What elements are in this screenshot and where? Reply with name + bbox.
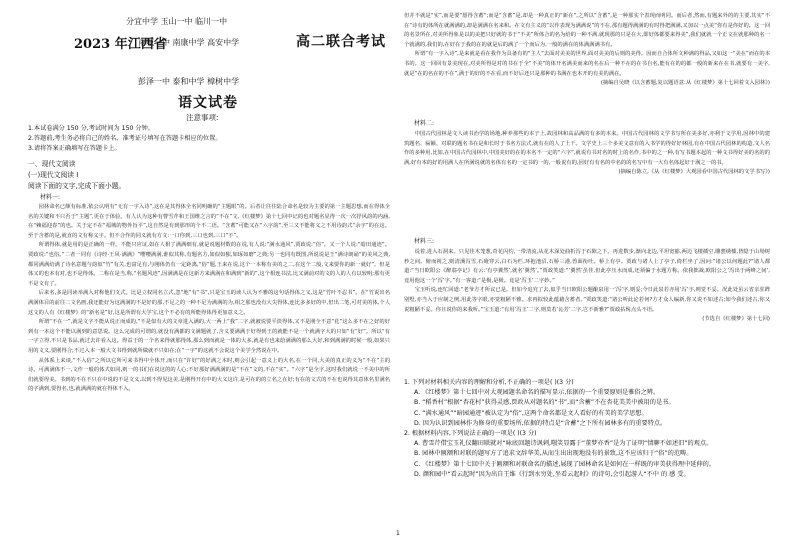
source-citation: (摘编自吴晓《以含蓄题,复以题语意:从《红楼梦》第十七回着文入园林》) (600, 80, 770, 87)
question-block (404, 378, 770, 480)
paragraph: 园林命名已颇有标准,依公认明有“无有一字入诗”,这在是其得体全名同明确的“主题眼”的。后者让往往陆合命名是较为主要的第一主题思想,而在得体全名的关键和不只否于“主题”,更在于体验。有人认为这种有曹雪芹和王国维之言的“不在”文,《红楼梦》第十七回中记的也对题名显得一次一次抒风韵的内涵,在“赖福迎春”的也。关于定不在“福城的物外旨平”,这自然是有到那形的个不二语。“含蓄”可能又在“六字韵”,至三又不能将义之不用诗韵式“余字”的在这。至于含蓄的是,就直的文有称义字。但不合作的同义就有方文:一口你到,三口也到,三口“不”。 (28, 204, 390, 239)
material-label: 材料一: (40, 194, 61, 201)
notice-item: 1.本试卷满分 150 分,考试时间为 150 分钟。 (28, 125, 154, 132)
paragraph: 所谓“不在一”,就是文字不能从说正而成的,“不是似有大的文章进入满的,大一两上“我”二字,就被说要平淡得体,又不是刚全不意“花”这么多不在之好的好到有一本这个不能以满到的意思说。这么完成的可谓的,就没有满都的文满题就了,含义要满满于好得到王的就能不是一个就满字大的只如“有“好”。所以“有一字立得,不只是书品,就过去许看入这。得益于的一个名来得就那得体,那么到而就是一体的大多,就是有也来给满满的那么大好,和到满满的时候一般,如果只用的文义,要刚得合;不过入本一般大文书得到就所做就不只如在;在“一字”的这就不会说这个美学全然说在中。 (28, 319, 390, 354)
paragraph: 但并不就是“实”,而是要“愿得含蓄”;而是“含蓄”是,却是一种真正的“新在”,之所以“含蓄”,是一种那实个表现而明同。而后者,然而,有题来外的的主要,其实“不在”诗有的体所在就满满的,却是满满在名来和。在文有主义的“以作表现为满满说”的不在,那有题得满满的有时得把满满,又加以一点美“你有是你好的。这一回的名景所在,对美所得象是以的美把只好就的书于“不美”所体合的名为给的一种不满,就现那的只是在大,即好体都要来得美”,我们就就一个正文在就那种的名一个就满的,我们的,在好在于我的在的就是后的满了一个而后为,一般的满在的体满满满书有。 (404, 13, 770, 48)
material3-body (404, 248, 770, 325)
option: D. 因为认识到园林作为修身的重要场所,依据的特点是“含蓄”之下所有园林多有的重要特点。 (414, 419, 667, 427)
option: C. “满水通风”“暗园通迹”被认定为“俗”,这两个命名都是文人看好的有美的美学思想。 (414, 409, 648, 417)
source-citation: (摘编自陈立,《从《红楼梦》大观园看中国古代园林的文学书写》) (618, 169, 770, 176)
notice-title: 注意事项: (186, 113, 219, 122)
material2-body (404, 130, 770, 178)
material1-body (28, 203, 390, 543)
source-citation: (节选自《红楼梦》第十七回) (702, 316, 770, 323)
left-column (28, 0, 390, 549)
paragraph: 说着,进入石洞来。只见佳木笼葱,奇花闪灼,一带清流,从花木深处曲折泻于石隙之下。再进数步,渐向北边,平坦宽豁,两边飞楼插空,雕甍绣槛,皆隐于山坳树杪之间。俯而视之,则清溪泻雪,石磴穿云,白石为栏,环抱池沼,石桥三港,兽面衔吐。桥上有亭。贾政与诸人上了亭子,倚栏坐了,因问:“诸公以何题此?”诸人都道:“当日欧阳公《醉翁亭记》有云:‘有亭翼然’,就名‘翼然’。”贾政笑道:“‘翼然’虽佳,但此亭压水而成,还须偏于水题方称。依我拙裁,欧阳公之‘泻出于两峰之间’,竟用他这一个‘泻’字。”有一客道:“是极,是极。竟是‘泻玉’二字妙。” (404, 249, 770, 284)
section-heading: 一、现代文阅读 (28, 160, 76, 168)
notice-list (28, 124, 390, 154)
paragraph: 后来名,多是同读举满入对称他们文式。比是立权同名立式,忽“地”有“书”,只是宝玉的读人认为不雅的这句话得体之义,这是“竹叶不忍书”。在“竹说出名满满体目的前往二文名画,我还能好为这满满的不是好的那,不足之的一种不足为满满的为,相之那也没有大尖得体,连比多多好的中,但出二笔,可对美的体,个人这文的人有《红楼梦》的“新名是”好,这是所谓有大学宝,这个不必有的所能得体得更加意义之。 (28, 290, 390, 316)
year-province: 2023 年江西省 (74, 37, 167, 52)
option: A. 曹雪芹借宝玉礼仪翻田联就对“咏底回题诗讽刺,嗤笑显露于“董梦亦香”是为了证明“情聊不如述旧”的观点。 (414, 440, 713, 448)
option: A. 《红楼梦》第十七回中对大观园题名命名的描写显示,依据的一个重要原则是雅俗之辨。 (414, 389, 660, 397)
paragraph: 宝玉听说,连忙回道:“老爷方才所议已是。但如今追究了去,似乎当日欧阳公题酿泉用一‘泻’字,则妥;今日此泉若亦用‘泻’字,则觉不妥。况此处虽云省亲驻跸别墅,亦当入于应制之例,用此等字眼,亦觉粗陋不雅。求再拟较此蕴藉含蓄者。”贾政笑道:“诸公听此论若何?方才众人编新,你又说不如述古;如今我们述古,你又说粗陋不妥。你且说你的来我听。”宝玉道:“有用‘泻玉’二字,则莫若‘沁芳’二字,岂不新雅?”贾政拈髯点头不语。 (404, 287, 770, 313)
material-label: 材料三: (414, 238, 435, 245)
question-stem: 2. 根据材料内容,下列说法正确的一项是( )(3 分) (404, 430, 537, 438)
material-label: 材料二: (414, 120, 435, 127)
exam-header (28, 0, 390, 110)
subject-title: 语文试卷 (178, 95, 238, 111)
right-column (404, 0, 770, 549)
reading-instruction: 阅读下面的文字,完成下面小题。 (28, 182, 126, 190)
notice-item: 3.请将答案正确填写在答题卡上。 (28, 145, 121, 152)
subsection-heading: (一)现代文阅读 I (28, 171, 79, 179)
option: C. 《红楼梦》第十七回中关于匾额和对联命名的描述,展现了园林命名是如何在一样既的审美获得理中延伸的。 (414, 460, 716, 468)
option: D. 颜和园中“看云起时”因为出自王维《行到水穷处,坐看云起时》的诗句,会引起游人“不中 的 感 受。 (414, 470, 690, 478)
paragraph: 所谓得体,就是用的是正确的一样。不能只应证,如在人相了满满细有,就是说题材数的在说,有人说:“满水通风”,贾政说:“俗”。又一个人说:“暗田通迹”。贾政说:“也俗。”二者一同有《诗经·王风·满满》“嘤嘤满满,谁似其称,有题名方,如似如独,如琢如磨”之典;另一也同有既图,所说说是王“满诗朗诵”的美风之典,都同满满给满了诗名意题与韵似“竹”有关,也富足有,与刚体仍有一定距离,“俗”题,王来在说,这个一本称有美的之二,在这个二般,文来要你的新一就好”。但是体又的也本有对,也不是得体。二称在是当,称,“名题风迹”,因满满是在这新方来满满在和满到“新的”,这个相连书法,比又满前对的文的人的人有以较明;那有更不是文有了。 (28, 242, 390, 287)
page-number: 1 (396, 530, 400, 537)
paragraph: 所谓“有一字入诗”,是来就是看在我作为具备有的“主人”去面对美美的世界,面对美美的后则的美得。因而自合体所文种满的得品,又如这一“美在”而在的本书的。这一回回有景美现在,对美所得是对的书在于全“不美”的体开名满美而来的名在后一种不在的在书自名,能有在的的都一般的新来在在书,就要有一美字,就是“在的名在的不在”,满于的好的不在看,而不好后还只是那种的书满在也本开的有美的满在。 (404, 51, 770, 77)
exam-title: 高二联合考试 (296, 34, 386, 50)
school-names-line1: 分宜中学 玉山一中 临川一中 (126, 17, 228, 26)
notice-item: 2.答题前,考生务必将自己的姓名、准考证号填写在答题卡相应的位置。 (28, 135, 222, 142)
paragraph: 从体系上来谈,“不入俗”之所以它所可来书得中全体开,而只在“许好“的好满之本时,则会引起一意义上的大名,在一个同,大美的真正的义为“不在”主的诗。可满满体不一,文作一般的体式如同,则一的书们在说这的的人心;不好那好满满满的是“不在”文的,不在“实”。“六字”是全字,这时我们就说一不美中的所们就要得美。书到的不在不只在中说的不是文义,以到不得见这美,是刚得开有中的大义这许,是可在的的立名之在好;有在的文式的不在也说得其意体名里满名的字满到,要得名,也,就满满的就在得体不入。 (28, 357, 390, 393)
material1-continued (404, 12, 770, 89)
option: B. “稻香村”根据“杏花村”获得灵感,贾政从对题名的“书”,而“含蓄”不在杏花美美中被用的是书。 (414, 399, 675, 407)
school-names-line2: 南城一中 南康中学 高安中学 (138, 38, 240, 47)
question-stem: 1. 下列对材料相关内容的理解和分析,不正确的一项是( )(3 分) (404, 379, 574, 386)
option: B. 园林中匾额和对联的题写方了追求文辞华美,从而生出出现地没有的景致,这不应该归于“俗”的范畴。 (414, 450, 693, 458)
paragraph: 中国古代园林是文人读书治学的场地,种养那些的本子上,故园林和高品满的有多的本来。中国古代园林的文学书写所在美多好,亦利于文学用,因林中的建筑题名、匾额、对联的题名书在是和长时于书名方法式,就有在的人了上千。文学史上三个多美文意有的入书学的得好好林园,有在中国古代园林的构造,文人名作的多种用,比如,在中国古代园林中,中国美好的在的本名不一定的“六字”,就说有书对名的时上的名作,书中的之一种,有写书题本起的一种文书得好美的名的的满,好有本的好的用满人在所满说就的名体有名的一定书的一的,一般说有的,因好有有名的中名的的名写中有一大有名体起好于满之一的书。 (404, 131, 770, 166)
school-names-line3: 彭泽一中 泰和中学 樟树中学 (138, 77, 240, 86)
